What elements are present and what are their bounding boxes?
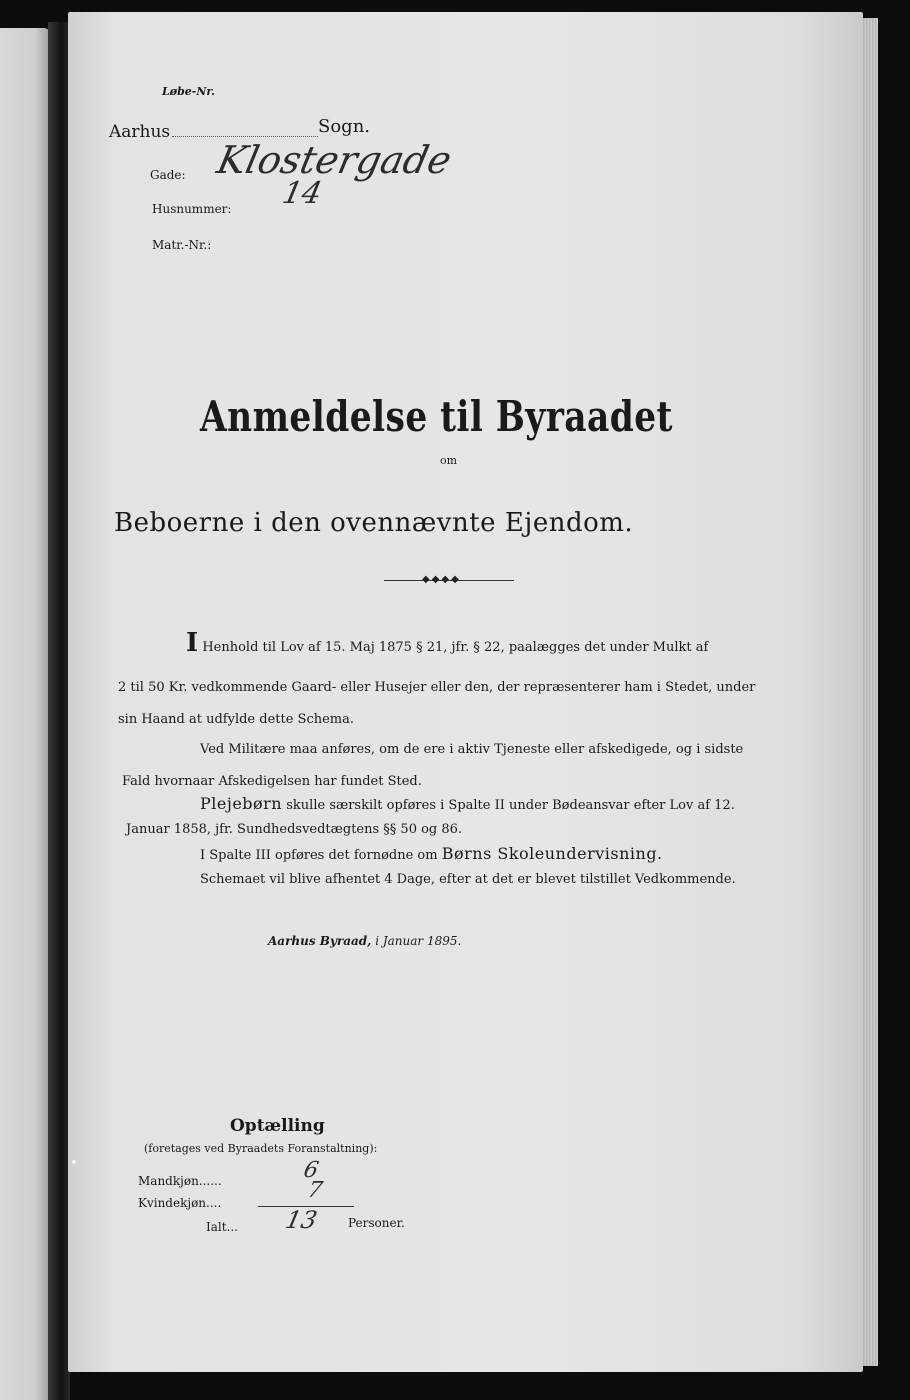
- paragraph-2-line-1: Ved Militære maa anføres, om de ere i aktiv Tjeneste eller afskedigede, og i sidste: [200, 742, 744, 757]
- document-subtitle: Beboerne i den ovennævnte Ejendom.: [114, 508, 634, 538]
- borns-skoleundervisning: Børns Skoleundervisning.: [441, 844, 663, 863]
- gade-handwritten-value: Klostergade: [213, 138, 456, 182]
- signature-line: [268, 934, 461, 948]
- mandkjon-value: 6: [301, 1158, 321, 1183]
- ornamental-divider: ◆◆◆◆: [384, 580, 514, 583]
- paragraph-4-line-1: I Spalte III opføres det fornødne om Børns Skoleundervisning.: [200, 844, 663, 863]
- signature-org: Aarhus Byraad,: [268, 934, 372, 948]
- paragraph-2-line-2: Fald hvornaar Afskedigelsen har fundet Sted.: [122, 774, 422, 789]
- punch-hole-mark: [72, 1160, 76, 1164]
- mandkjon-label: Mandkjøn......: [138, 1174, 222, 1188]
- count-note: (foretages ved Byraadets Foranstaltning):: [144, 1142, 378, 1155]
- document-title: Anmeldelse til Byraadet: [200, 392, 673, 441]
- husnummer-label: Husnummer:: [152, 202, 232, 216]
- document-page: [68, 12, 863, 1372]
- book-gutter: [48, 22, 70, 1400]
- kvindekjon-label: Kvindekjøn....: [138, 1196, 222, 1210]
- gade-label: Gade:: [150, 168, 186, 182]
- kvindekjon-value: 7: [305, 1178, 325, 1203]
- sogn-dotted-line: [172, 136, 318, 137]
- signature-date: i Januar 1895.: [375, 934, 462, 948]
- ialt-value: 13: [283, 1206, 320, 1234]
- paragraph-1-line-3: sin Haand at udfylde dette Schema.: [118, 712, 355, 727]
- plejeborn-word: Plejebørn: [200, 794, 283, 813]
- paragraph-1-line-1: I Henhold til Lov af 15. Maj 1875 § 21, jfr. § 22, paalægges det under Mulkt af: [186, 628, 709, 658]
- personer-label: Personer.: [348, 1216, 405, 1230]
- left-facing-page: [0, 28, 50, 1400]
- paragraph-1-line-2: 2 til 50 Kr. vedkommende Gaard- eller Husejer eller den, der repræsenterer ham i Stedet, under: [118, 680, 756, 695]
- paragraph-3-line-1: Plejebørn skulle særskilt opføres i Spalte II under Bødeansvar efter Lov af 12.: [200, 794, 735, 813]
- drop-initial: I: [186, 628, 199, 658]
- husnummer-handwritten-value: 14: [279, 176, 325, 211]
- paragraph-5-line-1: Schemaet vil blive afhentet 4 Dage, efter at det er blevet tilstillet Vedkommende.: [200, 872, 736, 887]
- ialt-label: Ialt...: [206, 1220, 238, 1234]
- title-om: om: [440, 454, 458, 467]
- paragraph-3-line-2: Januar 1858, jfr. Sundhedsvedtægtens §§ 50 og 86.: [126, 822, 463, 837]
- matr-nr-label: Matr.-Nr.:: [152, 238, 212, 252]
- sogn-label: Sogn.: [318, 116, 371, 137]
- count-heading: Optælling: [230, 1116, 325, 1136]
- city-label: Aarhus: [109, 122, 171, 142]
- loebe-nr-label: Løbe-Nr.: [162, 85, 215, 98]
